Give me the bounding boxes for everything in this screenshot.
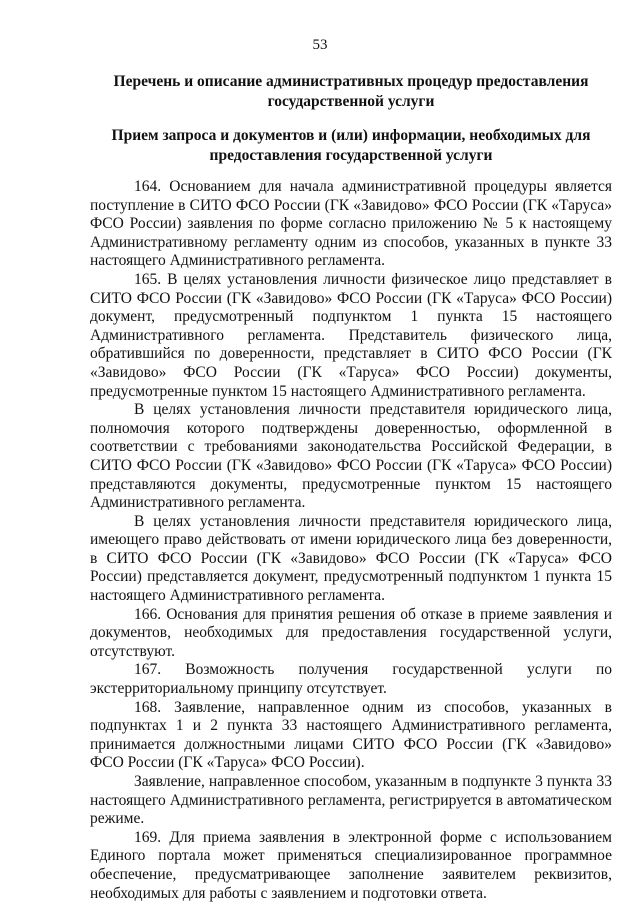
paragraph-169: 169. Для приема заявления в электронной форме с использованием Единого портала может применяться специализированное программное обеспечение, предусматривающее заполнение заявителем реквизитов, необходимых для работы с заявлением и подготовки ответа.	[90, 828, 612, 902]
paragraph-168: 168. Заявление, направленное одним из способов, указанных в подпунктах 1 и 2 пункта 33 настоящего Административного регламента, принимается должностными лицами СИТО ФСО России (ГК «Завидово» ФСО России (ГК «Таруса» ФСО России).	[90, 698, 612, 772]
paragraph-167: 167. Возможность получения государственной услуги по экстерриториальному принципу отсутствует.	[90, 661, 612, 698]
paragraph-164: 164. Основанием для начала административной процедуры является поступление в СИТО ФСО России (ГК «Завидово» ФСО России (ГК «Таруса» ФСО России) заявления по форме согласно приложению № 5 к настоящему Административному регламенту одним из способов, указанных в пункте 33 настоящего Административного регламента.	[90, 178, 612, 270]
subsection-title: Прием запроса и документов и (или) информации, необходимых для предоставления государственной услуги	[111, 127, 591, 164]
paragraph-165-legal-rep-no-proxy: В целях установления личности представителя юридического лица, имеющего право действовать от имени юридического лица без доверенности, в СИТО ФСО России (ГК «Завидово» ФСО России (ГК «Таруса» ФСО России) представляется документ, предусмотренный подпунктом 1 пункта 15 настоящего Административного регламента.	[90, 512, 612, 605]
page-number: 53	[312, 37, 328, 53]
paragraph-168-automatic: Заявление, направленное способом, указанным в подпункте 3 пункта 33 настоящего Административного регламента, регистрируется в автоматическом режиме.	[90, 773, 612, 828]
paragraph-165-legal-rep-proxy: В целях установления личности представителя юридического лица, полномочия которого подтверждены доверенностью, оформленной в соответствии с требованиями законодательства Российской Федерации, в СИТО ФСО России (ГК «Завидово» ФСО России (ГК «Таруса» ФСО России) представляются документы, предусмотренные пунктом 15 настоящего Административного регламента.	[90, 401, 612, 512]
paragraph-166: 166. Основания для принятия решения об отказе в приеме заявления и документов, необходимых для предоставления государственной услуги, отсутствуют.	[90, 605, 612, 660]
paragraph-165: 165. В целях установления личности физическое лицо представляет в СИТО ФСО России (ГК «Завидово» ФСО России (ГК «Таруса» ФСО России) документ, предусмотренный подпунктом 1 пункта 15 настоящего Административного регламента. Представитель физического лица, обратившийся по доверенности, представляет в СИТО ФСО России (ГК «Завидово» ФСО России (ГК «Таруса» ФСО России) документы, предусмотренные пунктом 15 настоящего Административного регламента.	[90, 270, 612, 400]
section-title: Перечень и описание административных процедур предоставления государственной услуги	[113, 73, 589, 110]
document-body	[90, 178, 612, 903]
